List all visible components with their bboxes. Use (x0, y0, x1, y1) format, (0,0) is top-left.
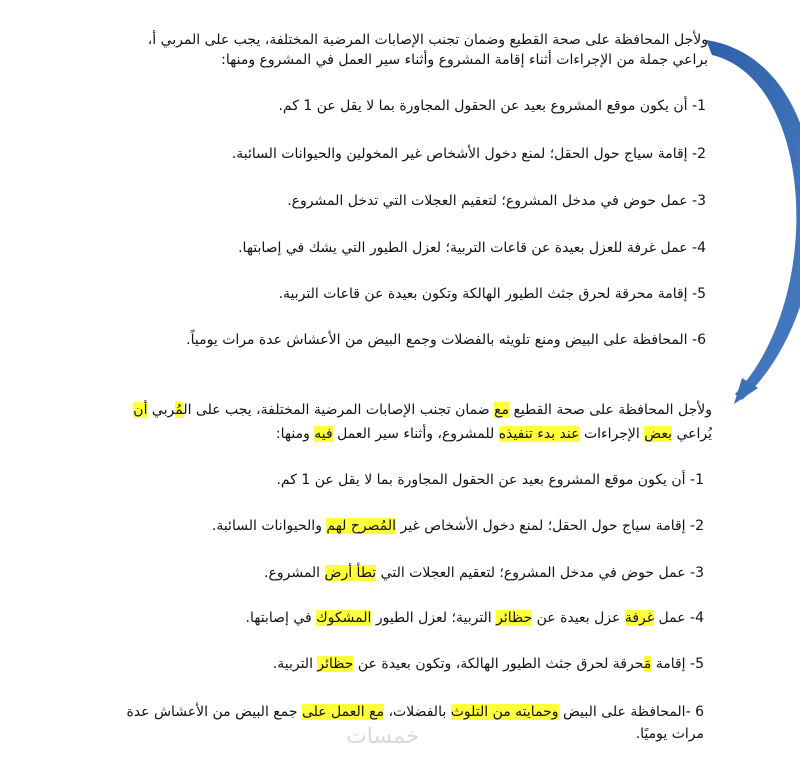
list-item-continuation: مرات يوميًا. (635, 726, 704, 742)
watermark-logo: خمسات (346, 724, 420, 749)
highlighted-text: المُصرح لهم (326, 518, 397, 534)
text-run: 5- إقامة (651, 656, 704, 672)
text-run: ضمان تجنب الإصابات المرضية المختلفة، يجب على ال (183, 402, 495, 418)
highlighted-text: تطأ أرض (324, 565, 377, 581)
highlighted-text: وحمايته من التلوث (450, 704, 559, 720)
text-run: ولأجل المحافظة على صحة القطيع (509, 402, 712, 418)
intro-line (133, 400, 712, 420)
highlighted-text: بعض (644, 426, 673, 442)
list-item: 4- عمل غرفة للعزل بعيدة عن قاعات التربية؛ لعزل الطيور التي يشك في إصابتها. (238, 240, 706, 256)
highlighted-text: حظائر (317, 656, 354, 672)
text-run: للمشروع، وأثناء سير العمل (332, 426, 499, 442)
list-item: 2- إقامة سياج حول الحقل؛ لمنع دخول الأشخاص غير المخولين والحيوانات السائبة. (231, 146, 706, 162)
highlighted-text: حظائر (496, 610, 533, 626)
list-item: 1- أن يكون موقع المشروع بعيد عن الحقول المجاورة بما لا يقل عن 1 كم. (278, 98, 706, 114)
text-run: التربية. (272, 656, 318, 672)
text-run: حرقة لحرق جثث الطيور الهالكة، وتكون بعيدة عن (353, 656, 644, 672)
text-run: 3- عمل حوض في مدخل المشروع؛ لتعقيم العجلات التي (376, 565, 704, 581)
list-item (264, 563, 704, 583)
list-item: 6- المحافظة على البيض ومنع تلويثه بالفضلات وجمع البيض من الأعشاش عدة مرات يومياً. (186, 332, 706, 348)
highlighted-text: فيه (314, 426, 333, 442)
text-run: التربية؛ لعزل الطيور (371, 610, 497, 626)
text-run: عزل بعيدة عن (532, 610, 625, 626)
text-run: جمع البيض من الأعشاش عدة (126, 704, 302, 720)
list-item: 1- أن يكون موقع المشروع بعيد عن الحقول المجاورة بما لا يقل عن 1 كم. (276, 472, 704, 488)
highlighted-text: غرفة (624, 610, 655, 626)
highlighted-text: أن (133, 402, 148, 418)
text-run: والحيوانات السائبة. (211, 518, 327, 534)
list-item (273, 654, 704, 674)
intro-line: براعي جملة من الإجراءات أثناء إقامة المشروع وأثناء سير العمل في المشروع ومنها: (221, 52, 708, 68)
intro-line: ولأجل المحافظة على صحة القطيع وضمان تجنب الإصابات المرضية المختلفة، يجب على المربي أ، (147, 32, 708, 48)
list-item: 5- إقامة محرقة لحرق جثث الطيور الهالكة وتكون بعيدة عن قاعات التربية. (278, 286, 706, 302)
highlighted-text: مع العمل على (301, 704, 385, 720)
text-run: الإجراءات (579, 426, 645, 442)
highlighted-text: عند بدء تنفيذه (498, 426, 580, 442)
text-run: 6 -المحافظة على البيض (558, 704, 704, 720)
intro-line (276, 424, 712, 444)
text-run: بالفضلات، (384, 704, 451, 720)
text-run: 2- إقامة سياج حول الحقل؛ لمنع دخول الأشخاص غير (396, 518, 704, 534)
list-item (126, 702, 704, 722)
list-item (246, 608, 704, 628)
highlighted-text: المشكوك (316, 610, 372, 626)
highlighted-text: مع (494, 402, 510, 418)
text-run: في إصابتها. (245, 610, 317, 626)
highlighted-text: مَ (643, 656, 652, 672)
text-run: ومنها: (275, 426, 315, 442)
list-item (212, 516, 704, 536)
highlighted-text: مُ (175, 402, 184, 418)
list-item: 3- عمل حوض في مدخل المشروع؛ لتعقيم العجلات التي تدخل المشروع. (287, 193, 706, 209)
text-run: ربي (147, 402, 176, 418)
text-run: 4- عمل (654, 610, 704, 626)
text-run: المشروع. (264, 565, 325, 581)
text-run: يُراعي (672, 426, 712, 442)
